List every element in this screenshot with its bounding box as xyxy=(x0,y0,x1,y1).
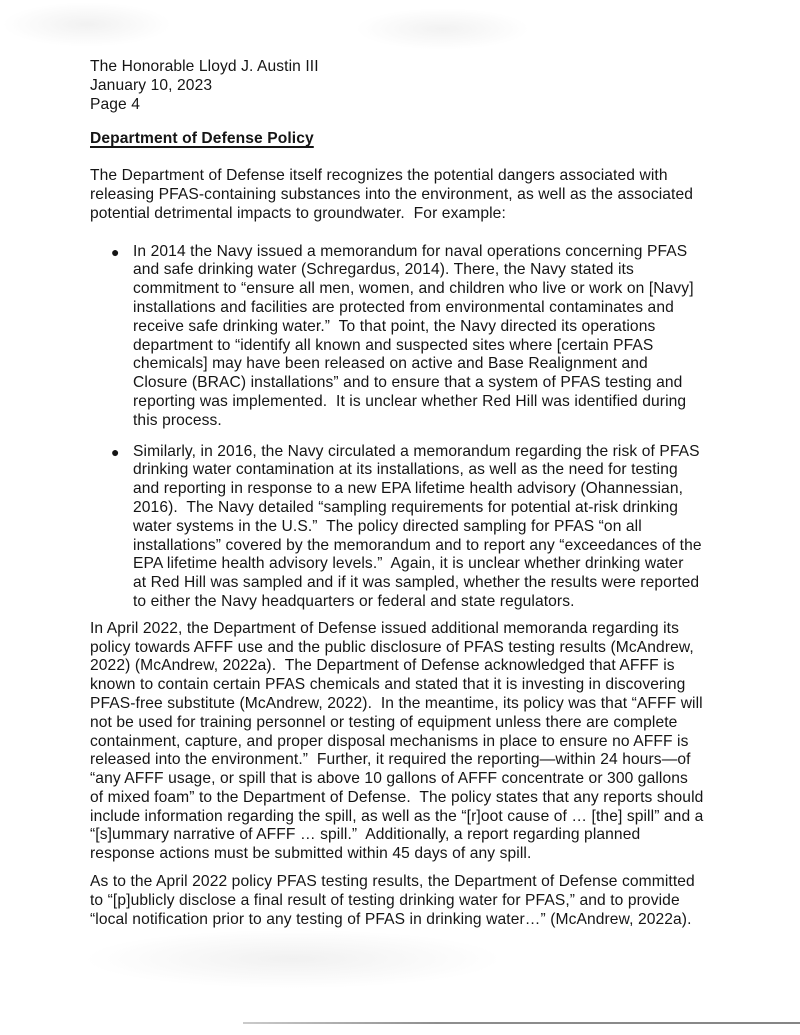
testing-results-paragraph xyxy=(90,873,740,929)
text-line: at Red Hill was sampled and if it was sampled, whether the results were reported xyxy=(133,574,700,592)
header-line: January 10, 2023 xyxy=(90,76,213,94)
text-line: reporting was implemented. It is unclear whether Red Hill was identified during xyxy=(133,392,687,410)
bullet-text xyxy=(133,443,740,612)
text-line: installations” covered by the memorandum and to report any “exceedances of the xyxy=(133,536,702,554)
text-line: 2022) (McAndrew, 2022a). The Department of Defense acknowledged that AFFF is xyxy=(90,657,675,675)
text-line: EPA lifetime health advisory levels.” Again, it is unclear whether drinking water xyxy=(133,555,684,573)
text-line: include information regarding the spill, as well as the “[r]oot cause of … [the] spill” and a xyxy=(90,807,704,825)
text-line: water systems in the U.S.” The policy directed sampling for PFAS “on all xyxy=(133,517,642,535)
text-line: not be used for training personnel or testing of equipment unless there are complete xyxy=(90,713,678,731)
bullet-text xyxy=(133,243,740,431)
text-line: and safe drinking water (Schregardus, 2014). There, the Navy stated its xyxy=(133,261,634,279)
text-line: Similarly, in 2016, the Navy circulated a memorandum regarding the risk of PFAS xyxy=(133,442,700,460)
scan-smudge-artifact xyxy=(355,8,530,50)
bullet-item-2014-memo xyxy=(90,243,740,431)
text-line: to either the Navy headquarters or federal and state regulators. xyxy=(133,592,575,610)
text-line: “any AFFF usage, or spill that is above 10 gallons of AFFF concentrate or 300 gallons xyxy=(90,770,688,788)
text-line: and reporting in response to a new EPA lifetime health advisory (Ohannessian, xyxy=(133,480,684,498)
text-line: commitment to “ensure all men, women, and children who live or work on [Navy] xyxy=(133,280,694,298)
section-heading: Department of Defense Policy xyxy=(90,130,314,148)
header-line: The Honorable Lloyd J. Austin III xyxy=(90,58,319,75)
text-line: response actions must be submitted within 45 days of any spill. xyxy=(90,845,532,863)
text-line: receive safe drinking water.” To that point, the Navy directed its operations xyxy=(133,317,656,335)
intro-paragraph xyxy=(90,167,740,223)
text-line: policy towards AFFF use and the public disclosure of PFAS testing results (McAndrew, xyxy=(90,638,694,656)
text-line: department to “identify all known and suspected sites where [certain PFAS xyxy=(133,336,654,354)
text-line: known to contain certain PFAS chemicals and stated that it is investing in discovering xyxy=(90,676,686,694)
text-line: As to the April 2022 policy PFAS testing results, the Department of Defense committed xyxy=(90,873,695,891)
text-line: PFAS-free substitute (McAndrew, 2022). In the meantime, its policy was that “AFFF will xyxy=(90,694,703,712)
bullet-icon: ● xyxy=(111,443,120,460)
text-line: The Department of Defense itself recognizes the potential dangers associated with xyxy=(90,167,668,185)
scan-smudge-artifact xyxy=(88,930,498,988)
text-line: 2016). The Navy detailed “sampling requirements for potential at-risk drinking xyxy=(133,498,678,516)
text-line: this process. xyxy=(133,411,222,429)
text-line: installations and facilities are protected from environmental contaminates and xyxy=(133,298,674,316)
text-line: Closure (BRAC) installations” and to ensure that a system of PFAS testing and xyxy=(133,374,683,392)
bullet-item-2016-memo xyxy=(90,443,740,612)
text-line: In 2014 the Navy issued a memorandum for naval operations concerning PFAS xyxy=(133,242,688,260)
text-line: drinking water contamination at its installations, as well as the need for testing xyxy=(133,461,678,479)
bullet-icon: ● xyxy=(111,243,120,260)
text-line: In April 2022, the Department of Defense issued additional memoranda regarding its xyxy=(90,619,679,637)
text-line: containment, capture, and proper disposal mechanisms in place to ensure no AFFF is xyxy=(90,732,689,750)
letter-header xyxy=(90,58,740,114)
scan-edge-line-artifact xyxy=(243,1022,800,1024)
scan-smudge-artifact xyxy=(2,2,172,47)
text-line: “local notification prior to any testing of PFAS in drinking water…” (McAndrew, 2022a). xyxy=(90,910,692,928)
text-line: potential detrimental impacts to groundwater. For example: xyxy=(90,204,506,222)
text-line: chemicals] may have been released on active and Base Realignment and xyxy=(133,355,648,373)
text-line: released into the environment.” Further, it required the reporting—within 24 hours—of xyxy=(90,751,691,769)
text-line: of mixed foam” to the Department of Defense. The policy states that any reports should xyxy=(90,788,704,806)
header-line: Page 4 xyxy=(90,95,141,113)
letter-body xyxy=(90,58,740,929)
section-heading-row xyxy=(90,130,740,149)
text-line: to “[p]ublicly disclose a final result of testing drinking water for PFAS,” and to provide xyxy=(90,891,680,909)
text-line: releasing PFAS-containing substances into the environment, as well as the associated xyxy=(90,185,694,203)
april-2022-policy-paragraph xyxy=(90,620,740,864)
text-line: “[s]ummary narrative of AFFF … spill.” Additionally, a report regarding planned xyxy=(90,826,641,844)
